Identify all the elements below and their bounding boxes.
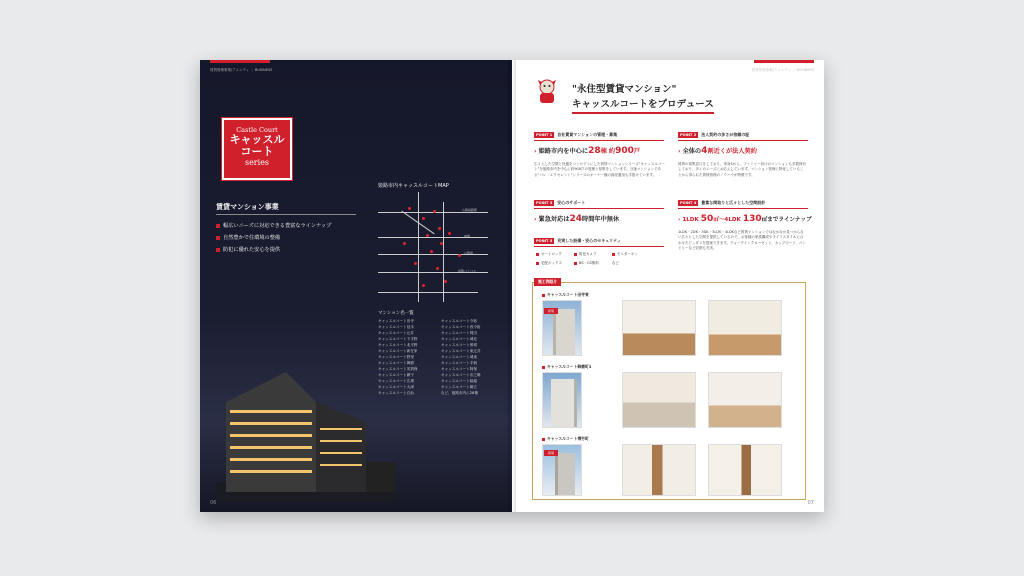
building-name: キャッスルコート手柄	[441, 361, 477, 365]
point-5-header	[534, 238, 621, 244]
bullet-item: 自然豊かで住環境の整備	[216, 234, 331, 241]
point-3-lead: › 緊急対応は24時間年中無休	[534, 214, 620, 224]
point-2-body: 賃貸の募集窓口をしており、単身Sから、ファミリー向けのマンションも多数保有しており、多くのニーズにお応えしています。マンション管理に特化していることから得られた賃貸管理のノウハウが特徴です。	[678, 162, 806, 177]
building-name: キャッスルコート野里	[378, 355, 414, 359]
feature-item: BS・CS無料	[574, 261, 612, 266]
right-page	[512, 60, 824, 512]
badge-jp-line2: コート	[240, 145, 274, 158]
map-title: 姫路市内キャッスルコートMAP	[378, 183, 449, 189]
building-name: キャッスルコート今宿	[441, 319, 477, 323]
point-4-header	[678, 200, 765, 206]
castle-court-badge	[222, 118, 292, 180]
point-title: 法人契約の多さが信頼の証	[701, 132, 750, 137]
bullet-item: 幅広いニーズに対応できる豊富なラインナップ	[216, 222, 331, 229]
building-name: キャッスルコート西今宿	[441, 325, 481, 329]
security-features	[536, 252, 650, 266]
building-list	[378, 318, 498, 396]
building-name: キャッスルコート田寺	[378, 319, 414, 323]
divider	[216, 214, 356, 215]
map-label: 山陽姫路駅	[462, 208, 478, 212]
page-runner: 賃貸管理事業/アメニティ ｜ BUSINESS	[751, 68, 814, 72]
property-photo-interior	[622, 372, 696, 428]
map-label: JR線	[464, 234, 470, 238]
point-1-lead: › 姫路市内を中心に28棟 約900戸	[534, 146, 641, 156]
building-name: など、姫路市内に28棟	[441, 391, 478, 395]
property-photo-interior	[708, 372, 782, 428]
property-photo-exterior	[542, 372, 582, 428]
building-name: キャッスルコート阿保	[441, 367, 477, 371]
point-tag: POINT 5	[536, 239, 553, 243]
bullet-icon	[216, 224, 220, 228]
feature-item: など	[612, 261, 619, 265]
building-name: キャッスルコート新在家	[378, 349, 418, 353]
building-name: キャッスルコート保城	[441, 343, 477, 347]
point-4-lead: › 1LDK 50㎡～4LDK 130㎡までラインナップ	[678, 214, 812, 224]
badge-jp-line1: キャッスル	[229, 133, 285, 146]
building-name: キャッスルコート砥堀	[441, 379, 477, 383]
building-name: キャッスルコート英賀保	[378, 367, 418, 371]
building-name: キャッスルコート下手野	[378, 337, 418, 341]
point-tag: POINT 3	[536, 201, 553, 205]
feature-item: モニターホン	[612, 252, 650, 257]
headline-line1: "永住型賃貸マンション"	[572, 84, 677, 95]
feature-item: 宅配ボックス	[536, 261, 574, 266]
new-build-stamp: 新築	[544, 308, 558, 314]
headline-line2: キャッスルコートをプロデュース	[572, 97, 714, 114]
property-photo-interior	[622, 300, 696, 356]
point-title: 自社賃貸マンションの管理・募集	[557, 132, 618, 137]
map-label: 姫路バイパス	[458, 269, 476, 273]
building-name: キャッスルコート城東	[441, 355, 477, 359]
feature-item: オートロック	[536, 252, 574, 257]
point-title: 安心のサポート	[557, 200, 586, 205]
page-runner: 賃貸管理事業/アメニティ ｜ BUSINESS	[210, 68, 273, 72]
building-name: キャッスルコート辻井	[378, 331, 414, 335]
examples-tag: 施工例紹介	[534, 278, 561, 286]
left-page	[200, 60, 512, 512]
mascot-icon	[536, 78, 558, 104]
point-1-body: 広々とした空間と快適をコンセプトにした賃貸マンションシリーズ“キャッスルコート”を姫路市内を中心に約900戸の管理と募集をしています。分譲マンションである“パレ・エクセレント”シリーズのオーナー様の資産運用も手掛けています。	[534, 162, 665, 177]
building-name: キャッスルコート飾磨	[378, 361, 414, 365]
page-number: 07	[807, 500, 814, 506]
building-name: キャッスルコート延末	[378, 325, 414, 329]
feature-bullets	[216, 222, 331, 258]
point-divider	[534, 140, 664, 141]
point-tag: POINT 4	[680, 201, 697, 205]
building-name: キャッスルコート白浜	[378, 391, 414, 395]
point-1-header	[534, 132, 617, 138]
building-name: キャッスルコート広畑	[378, 379, 414, 383]
point-tag: POINT 2	[680, 133, 697, 137]
bullet-icon	[216, 236, 220, 240]
building-name: キャッスルコート市之郷	[441, 373, 481, 377]
point-2-lead: › 全体の4割近くが法人契約	[678, 146, 757, 156]
page-number: 06	[210, 500, 217, 506]
point-divider	[534, 208, 664, 209]
page-gutter	[508, 60, 516, 512]
point-divider	[678, 208, 808, 209]
property-name: キャッスルコート飾磨町3	[542, 364, 591, 370]
page-headline	[572, 82, 714, 114]
property-photo-interior	[622, 444, 696, 496]
top-accent-bar	[754, 60, 814, 63]
property-photo-interior	[708, 300, 782, 356]
top-accent-bar	[210, 60, 270, 63]
new-build-stamp: 新築	[544, 450, 558, 456]
bullet-icon	[216, 248, 220, 252]
point-3-header	[534, 200, 585, 206]
bullet-item: 防犯に優れた安心を提供	[216, 246, 331, 253]
building-name: キャッスルコート東辻井	[441, 349, 481, 353]
property-photo-interior	[708, 444, 782, 496]
map-label: 山陽線	[464, 251, 474, 255]
building-name: キャッスルコート網干	[378, 373, 414, 377]
brochure-spread	[200, 60, 824, 512]
point-title: 豊富な間取りと広々とした空間設計	[701, 200, 766, 205]
building-name: キャッスルコート御立	[441, 385, 477, 389]
apartment-night-photo	[216, 342, 396, 502]
property-name: キャッスルコート田寺東	[542, 292, 589, 298]
building-name: キャッスルコート大津	[378, 385, 414, 389]
building-name: キャッスルコート城北	[441, 337, 477, 341]
point-title: 充実した設備・安心のセキュリティ	[557, 238, 621, 243]
property-name: キャッスルコート博労町	[542, 436, 589, 442]
section-title: 賃貸マンション事業	[216, 203, 279, 211]
badge-series: series	[244, 158, 270, 167]
building-name: キャッスルコート北平野	[378, 343, 418, 347]
point-2-header	[678, 132, 749, 138]
point-tag: POINT 1	[536, 133, 553, 137]
point-divider	[678, 140, 808, 141]
location-map	[378, 192, 488, 322]
point-divider	[534, 246, 664, 247]
building-list-title: マンション名一覧	[378, 311, 414, 316]
point-4-body: 1LDK・2DK・3DK・3LDK・4LDKなど賃貸マンションではなかなか見つからない広々とした空間を提供しているので、お客様の家族構成やライフスタイルに合わせたピッタリを提案できます。ウォークインクローゼット、カップボード、バンドリーなど収納も充実。	[678, 230, 806, 251]
feature-item: 防犯カメラ	[574, 252, 612, 257]
building-name: キャッスルコート岡田	[441, 331, 477, 335]
badge-en: Castle Court	[236, 126, 278, 134]
